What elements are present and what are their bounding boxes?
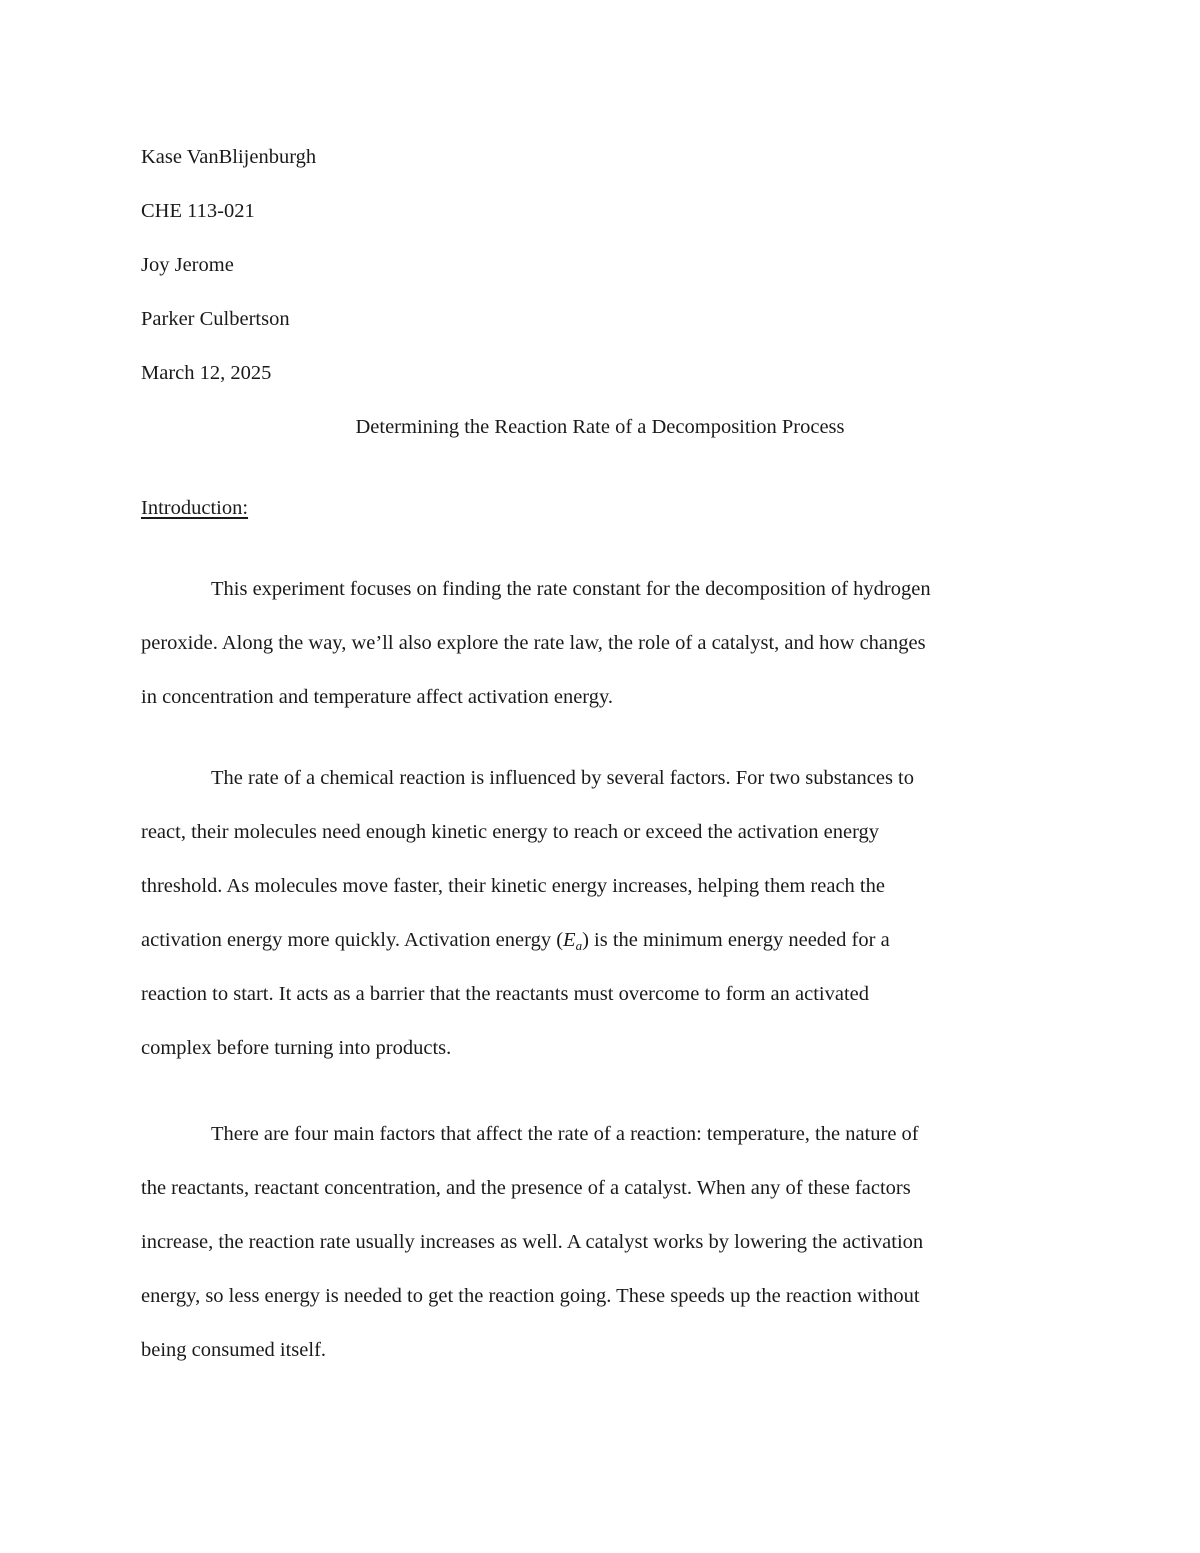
paragraph-line: energy, so less energy is needed to get the reaction going. These speeds up the reaction without (141, 1285, 920, 1307)
header-block (141, 130, 1061, 400)
math-symbol: E (563, 929, 576, 951)
paragraph-line: This experiment focuses on finding the rate constant for the decomposition of hydrogen (211, 578, 931, 600)
paragraph-line: peroxide. Along the way, we’ll also explore the rate law, the role of a catalyst, and how changes (141, 632, 926, 654)
course-code: CHE 113-021 (141, 200, 255, 222)
activation-energy-symbol (563, 929, 582, 951)
paragraph-line: increase, the reaction rate usually increases as well. A catalyst works by lowering the activation (141, 1231, 924, 1253)
text-segment: ) is the minimum energy needed for a (582, 929, 890, 951)
paragraph-line: react, their molecules need enough kinetic energy to reach or exceed the activation energy (141, 821, 880, 843)
paragraph-line: complex before turning into products. (141, 1037, 452, 1059)
paragraph (141, 751, 1061, 1075)
text-segment: activation energy more quickly. Activation energy ( (141, 929, 564, 951)
paragraph-line (141, 913, 1061, 967)
document-date: March 12, 2025 (141, 362, 272, 384)
paragraph-line: The rate of a chemical reaction is influenced by several factors. For two substances to (211, 767, 914, 789)
section-heading: Introduction: (141, 497, 249, 519)
paragraph (141, 562, 1061, 724)
partner-name: Parker Culbertson (141, 308, 290, 330)
paragraph-line: There are four main factors that affect the rate of a reaction: temperature, the nature of (211, 1123, 919, 1145)
paragraph-line: reaction to start. It acts as a barrier that the reactants must overcome to form an activated (141, 983, 870, 1005)
paragraph-line: being consumed itself. (141, 1339, 327, 1361)
partner-name: Joy Jerome (141, 254, 234, 276)
math-subscript: a (575, 938, 583, 953)
paragraph-line: in concentration and temperature affect activation energy. (141, 686, 614, 708)
paragraph-line: the reactants, reactant concentration, and the presence of a catalyst. When any of these factors (141, 1177, 911, 1199)
document-title: Determining the Reaction Rate of a Decomposition Process (355, 416, 845, 438)
paragraph-line: threshold. As molecules move faster, their kinetic energy increases, helping them reach the (141, 875, 885, 897)
author-name: Kase VanBlijenburgh (141, 146, 317, 168)
paragraph (141, 1107, 1061, 1377)
